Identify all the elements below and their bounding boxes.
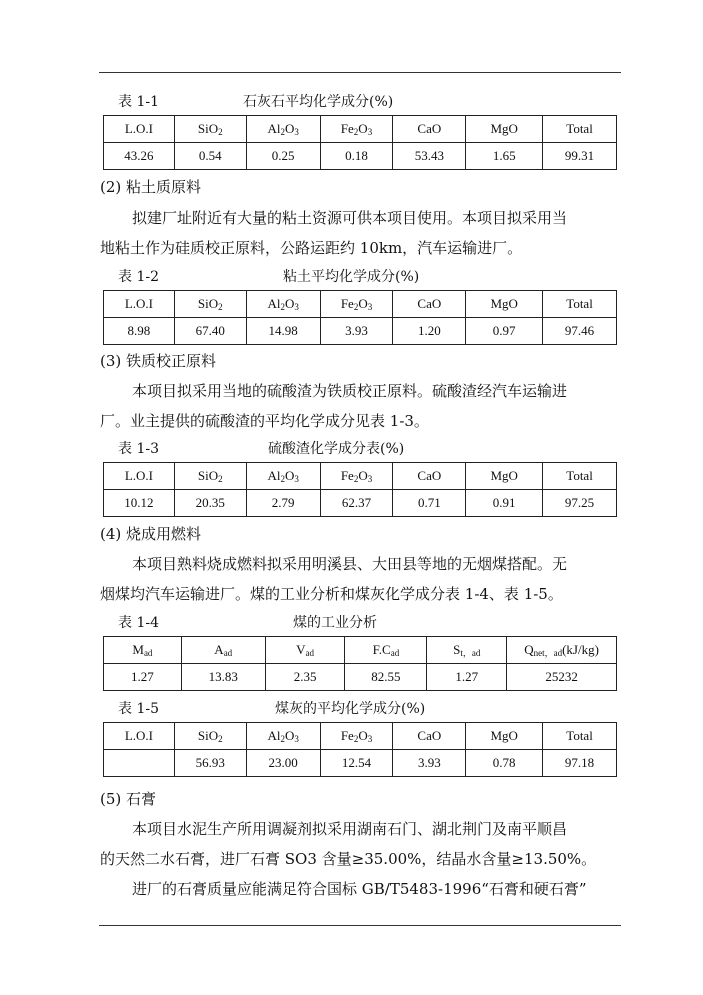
table-1-4-caption — [118, 614, 377, 632]
header-cell: $Fe_2O_3$ — [320, 116, 393, 143]
header-cell: MgO — [466, 116, 543, 143]
header-cell: L.O.I — [104, 463, 175, 490]
value-cell: 0.71 — [393, 490, 466, 517]
value-cell: 67.40 — [174, 318, 246, 345]
value-cell: 1.27 — [104, 664, 182, 691]
paragraph-line: 本项目熟料烧成燃料拟采用明溪县、大田县等地的无烟煤搭配。无 — [132, 555, 568, 573]
header-cell: $S_{t,ad}$ — [427, 637, 507, 664]
section-4-paragraph — [100, 549, 625, 609]
header-cell: $Fe_2O_3$ — [320, 291, 393, 318]
section-4-heading: (4) 烧成用燃料 — [100, 525, 202, 543]
value-cell: 12.54 — [320, 750, 393, 777]
value-cell: 20.35 — [174, 490, 246, 517]
table-1-3-caption — [118, 440, 405, 458]
header-cell: Total — [543, 291, 617, 318]
value-cell: 97.46 — [543, 318, 617, 345]
value-cell: 13.83 — [181, 664, 265, 691]
table-header-row — [104, 637, 617, 664]
value-cell: 97.25 — [543, 490, 617, 517]
section-2-paragraph — [100, 203, 625, 263]
table-1-5-caption — [118, 700, 426, 718]
caption-number: 表 1-2 — [118, 269, 159, 285]
value-cell: 1.27 — [427, 664, 507, 691]
caption-number: 表 1-1 — [118, 94, 159, 110]
table-1-2 — [103, 290, 617, 345]
value-cell: 0.97 — [466, 318, 543, 345]
header-cell: Total — [543, 463, 617, 490]
header-cell: L.O.I — [104, 291, 175, 318]
header-cell: Total — [543, 116, 617, 143]
header-cell: MgO — [466, 723, 543, 750]
value-cell: 2.79 — [246, 490, 320, 517]
caption-number: 表 1-3 — [118, 441, 159, 457]
header-cell: $Fe_2O_3$ — [320, 463, 393, 490]
section-3-heading: (3) 铁质校正原料 — [100, 352, 217, 370]
value-cell: 3.93 — [320, 318, 393, 345]
caption-title: 煤灰的平均化学成分(%) — [275, 701, 426, 717]
header-cell: SiO$_2$ — [174, 463, 246, 490]
value-cell — [104, 750, 175, 777]
table-1-4 — [103, 636, 617, 691]
header-cell: MgO — [466, 291, 543, 318]
caption-title: 煤的工业分析 — [293, 615, 377, 631]
value-cell: 2.35 — [265, 664, 345, 691]
value-cell: 97.18 — [543, 750, 617, 777]
section-2-heading: (2) 粘土质原料 — [100, 178, 202, 196]
paragraph-line: 本项目水泥生产所用调凝剂拟采用湖南石门、湖北荆门及南平顺昌 — [132, 820, 568, 838]
value-cell: 56.93 — [174, 750, 246, 777]
header-cell: $F.C_{ad}$ — [345, 637, 427, 664]
value-cell: 3.93 — [393, 750, 466, 777]
table-row — [104, 750, 617, 777]
paragraph-line: 的天然二水石膏，进厂石膏 SO3 含量≥35.00%，结晶水含量≥13.50%。 — [100, 850, 597, 868]
table-1-1 — [103, 115, 617, 170]
caption-number: 表 1-5 — [118, 701, 159, 717]
value-cell: 1.20 — [393, 318, 466, 345]
caption-title: 石灰石平均化学成分(%) — [243, 94, 394, 110]
table-row — [104, 490, 617, 517]
value-cell: 0.91 — [466, 490, 543, 517]
section-3-paragraph — [100, 376, 625, 436]
header-cell: $Q_{net,ad}(kJ/kg)$ — [507, 637, 617, 664]
table-header-row — [104, 723, 617, 750]
footer-rule — [99, 925, 621, 926]
header-cell: $Fe_2O_3$ — [320, 723, 393, 750]
header-cell: L.O.I — [104, 723, 175, 750]
header-cell: CaO — [393, 723, 466, 750]
header-cell: SiO$_2$ — [174, 723, 246, 750]
table-header-row — [104, 291, 617, 318]
table-header-row — [104, 116, 617, 143]
header-cell: CaO — [393, 291, 466, 318]
paragraph-line: 拟建厂址附近有大量的粘土资源可供本项目使用。本项目拟采用当 — [132, 209, 568, 227]
header-cell: CaO — [393, 116, 466, 143]
header-cell: CaO — [393, 463, 466, 490]
value-cell: 8.98 — [104, 318, 175, 345]
table-1-5 — [103, 722, 617, 777]
value-cell: 1.65 — [466, 143, 543, 170]
paragraph-line: 烟煤均汽车运输进厂。煤的工业分析和煤灰化学成分表 1-4、表 1-5。 — [100, 585, 563, 603]
paragraph-line: 进厂的石膏质量应能满足符合国标 GB/T5483-1996“石膏和硬石膏” — [132, 880, 587, 898]
table-row — [104, 664, 617, 691]
header-cell: SiO$_2$ — [174, 116, 246, 143]
header-cell: $Al_2O_3$ — [246, 116, 320, 143]
paragraph-line: 本项目拟采用当地的硫酸渣为铁质校正原料。硫酸渣经汽车运输进 — [132, 382, 568, 400]
table-1-2-caption — [118, 268, 420, 286]
value-cell: 10.12 — [104, 490, 175, 517]
header-cell: SiO$_2$ — [174, 291, 246, 318]
header-rule — [99, 72, 621, 73]
header-cell: Total — [543, 723, 617, 750]
header-cell: $Al_2O_3$ — [246, 291, 320, 318]
paragraph-line: 地粘土作为硅质校正原料，公路运距约 10km，汽车运输进厂。 — [100, 239, 523, 257]
table-1-3 — [103, 462, 617, 517]
value-cell: 23.00 — [246, 750, 320, 777]
caption-number: 表 1-4 — [118, 615, 159, 631]
paragraph-line: 厂。业主提供的硫酸渣的平均化学成分见表 1-3。 — [100, 412, 429, 430]
header-cell: $A_{ad}$ — [181, 637, 265, 664]
table-1-1-caption — [118, 93, 394, 111]
value-cell: 25232 — [507, 664, 617, 691]
table-row — [104, 143, 617, 170]
value-cell: 0.18 — [320, 143, 393, 170]
table-row — [104, 318, 617, 345]
value-cell: 43.26 — [104, 143, 175, 170]
value-cell: 99.31 — [543, 143, 617, 170]
value-cell: 0.54 — [174, 143, 246, 170]
value-cell: 82.55 — [345, 664, 427, 691]
value-cell: 53.43 — [393, 143, 466, 170]
value-cell: 0.25 — [246, 143, 320, 170]
caption-title: 硫酸渣化学成分表(%) — [268, 441, 405, 457]
table-header-row — [104, 463, 617, 490]
header-cell: L.O.I — [104, 116, 175, 143]
caption-title: 粘土平均化学成分(%) — [283, 269, 420, 285]
value-cell: 14.98 — [246, 318, 320, 345]
header-cell: $M_{ad}$ — [104, 637, 182, 664]
header-cell: MgO — [466, 463, 543, 490]
value-cell: 62.37 — [320, 490, 393, 517]
section-5-heading: (5) 石膏 — [100, 790, 157, 808]
header-cell: $Al_2O_3$ — [246, 723, 320, 750]
section-5-paragraph — [100, 814, 625, 904]
header-cell: $Al_2O_3$ — [246, 463, 320, 490]
header-cell: $V_{ad}$ — [265, 637, 345, 664]
value-cell: 0.78 — [466, 750, 543, 777]
